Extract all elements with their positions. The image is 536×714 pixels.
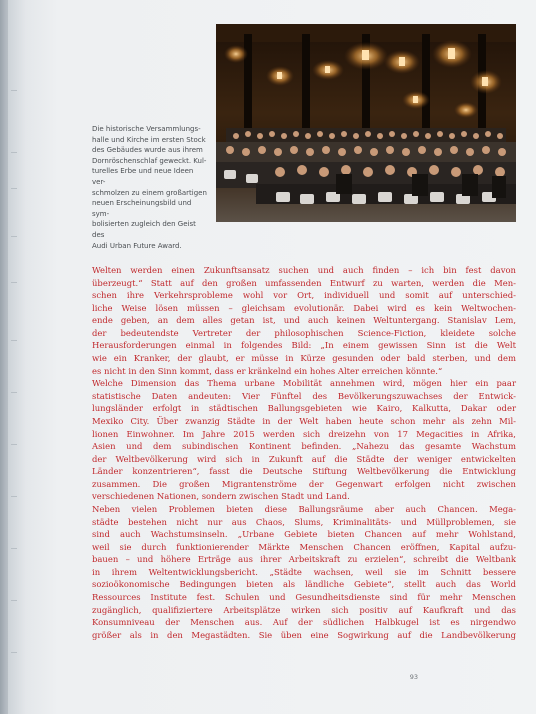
text-line: Konsumniveau der Menschen aus. Auf der südlichen Halbkugel ist es nirgendwo	[92, 617, 516, 628]
text-line: in ihrem Weltentwicklungsbericht. „Städte wachsen, weil sie im Schnitt bessere	[92, 566, 516, 577]
caption-line: des Gebäudes wurde aus ihrem	[92, 146, 203, 155]
text-line: es nicht in den Sinn kommt, dass er kränkelnd ein hohes Alter erreichen könnte.“	[92, 365, 443, 376]
text-line: sind auch Wachstumsinseln. „Urbane Gebiete bieten Chancen auf mehr Wohlstand,	[92, 529, 516, 540]
text-line: Neben vielen Problemen bieten diese Ballungsräume aber auch Chancen. Mega-	[92, 503, 516, 514]
text-line: Asien und dem subindischen Kontinent befinden. „Nahezu das gesamte Wachstum	[92, 441, 516, 452]
text-line: statistische Daten andeuten: Vier Fünftel des Bevölkerungszuwachses der Entwick-	[92, 390, 516, 401]
caption-line: Dornröschenschlaf geweckt. Kul-	[92, 156, 207, 165]
text-line: Mexiko City. Über zwanzig Städte in der Welt haben heute schon mehr als zehn Mil-	[92, 415, 516, 426]
text-line: Welten werden einen Zukunftsansatz suchen und auch finden – ich bin fest davon	[92, 265, 516, 275]
photo-caption	[92, 124, 208, 251]
caption-line: Die historische Versammlungs-	[92, 125, 201, 133]
assembly-hall-photo	[216, 24, 516, 222]
text-line: lungsländer erfolgt in städtischen Ballungsgebieten wie Kairo, Kalkutta, Dakar oder	[92, 403, 516, 414]
text-line: liche Weise lösen müssen – gleichsam evolutionär. Dabei wird es kein Weltwochen-	[92, 302, 516, 313]
article-paragraph-2	[92, 377, 516, 503]
article-paragraph-1	[92, 264, 516, 377]
text-line: Länder konzentrieren“, fasst die Deutsche Stiftung Weltbevölkerung die Entwicklung	[92, 466, 516, 477]
text-line: Ressources Institute fest. Schulen und Gesundheitsdienste sind für mehr Menschen	[92, 592, 516, 603]
caption-line: Audi Urban Future Award.	[92, 241, 182, 250]
text-line: lionen Einwohner. Im Jahre 2015 werden sich dreizehn von 17 Megacities in Afrika,	[92, 428, 516, 439]
caption-line: schmolzen zu einem großartigen	[92, 188, 207, 197]
caption-line: bolisierten zugleich den Geist des	[92, 220, 196, 239]
article-body	[92, 264, 516, 641]
text-line: größer als in den Megastädten. Sie üben eine Sogwirkung auf die Landbevölkerung	[92, 629, 516, 640]
caption-line: turelles Erbe und neue Ideen ver-	[92, 167, 194, 186]
text-line: Welche Dimension das Thema urbane Mobilität annehmen wird, mögen hier ein paar	[92, 378, 516, 389]
text-line: zusammen. Die großen Migrantenströme der Gegenwart erfolgen nicht zwischen	[92, 478, 516, 489]
text-line: überzeugt.“ Statt auf den großen umfassenden Entwurf zu warten, werden die Men-	[92, 277, 516, 288]
text-line: der Weltbevölkerung wird sich in Zukunft auf die Städte der weniger entwickelten	[92, 453, 516, 464]
text-line: schen ihre Verkehrsprobleme wohl vor Ort, individuell und somit auf unterschied-	[92, 290, 516, 301]
text-line: ende geben, an dem alles getan ist, und auch keinen Weltuntergang. Stanislav Lem,	[92, 315, 516, 326]
text-line: wie ein Kranker, der glaubt, er müsse in Kürze gesunden oder bald sterben, und dem	[92, 353, 516, 364]
text-line: Herausforderungen einmal in folgendes Bild: „In einem gewissen Sinn ist die Welt	[92, 340, 516, 351]
text-line: sozioökonomische Bedingungen bieten als ländliche Gebiete“, stellt auch das World	[92, 579, 516, 590]
caption-line: neuen Erscheinungsbild und sym-	[92, 199, 192, 218]
magazine-page	[8, 0, 536, 714]
article-paragraph-3	[92, 503, 516, 641]
text-line: der bedeutendste Vertreter der philosophischen Science-Fiction, kleidete solche	[92, 327, 516, 338]
caption-line: halle und Kirche im ersten Stock	[92, 135, 206, 144]
text-line: städte bestehen nicht nur aus Chaos, Slums, Kriminalitäts- und Müllproblemen, sie	[92, 516, 516, 527]
text-line: verschiedenen Nationen, sondern zwischen Stadt und Land.	[92, 491, 350, 502]
text-line: zugänglich, qualifiziertere Arbeitsplätze wirken sich positiv auf Kaufkraft und das	[92, 604, 516, 615]
binding-margin	[8, 0, 22, 714]
text-line: weil sie durch funktionierender Märkte Menschen Chancen eröffnen, Kapital aufzu-	[92, 541, 516, 552]
text-line: bauen – und höhere Erträge aus ihrer Arbeitskraft zu erzielen“, schreibt die Weltbank	[92, 554, 516, 565]
page-number: 93	[409, 673, 418, 681]
